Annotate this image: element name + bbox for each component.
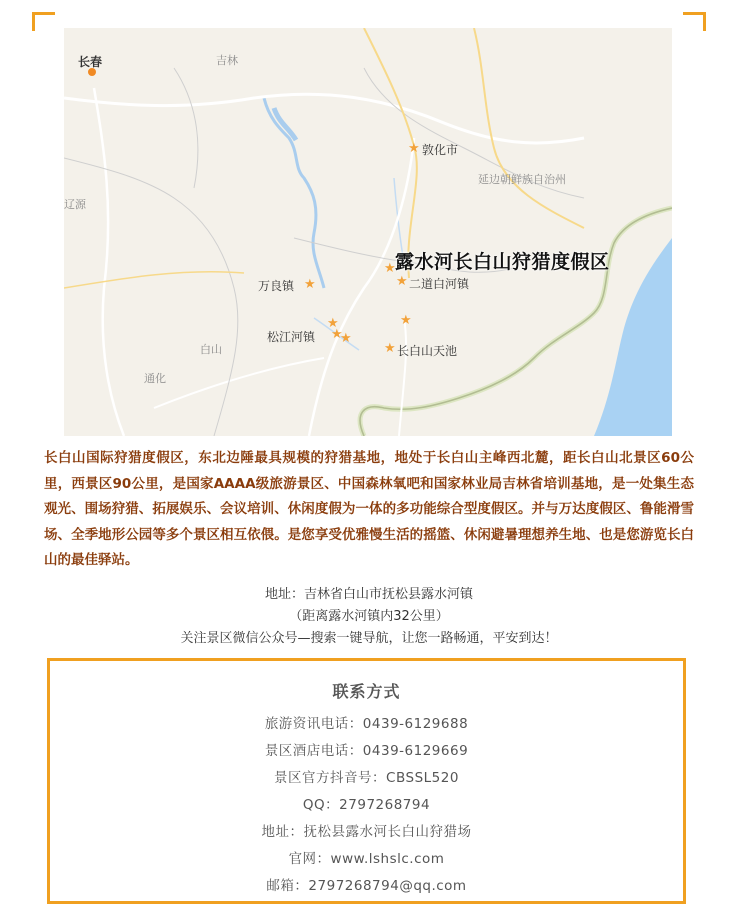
contact-address: 地址：抚松县露水河长白山狩猎场	[261, 824, 472, 840]
address-line: 地址：吉林省白山市抚松县露水河镇	[264, 587, 473, 602]
resort-intro-text: 长白山国际狩猎度假区，东北边陲最具规模的狩猎基地，地处于长白山主峰西北麓，距长白山北景区60公里，西景区90公里，是国家AAAA级旅游景区、中国森林氧吧和国家林业局吉林省培训基地，是一处集生态观光、围场狩猎、拓展娱乐、会议培训、休闲度假为一体的多功能综合型度假区。并与万达度假区、鲁能滑雪场、全季地形公园等多个景区相互依偎。是您享受优雅慢生活的摇篮、休闲避暑理想养生地、也是您游览长白山的最佳驿站。	[44, 450, 694, 568]
songjianghe-star-icon: ★	[327, 316, 339, 331]
map-label-erdaobaihe: 二道白河镇	[409, 277, 470, 291]
songjianghe-star-icon-2: ★	[331, 327, 343, 342]
tianchi-star-icon: ★	[384, 341, 396, 356]
map-label-songjianghe: 松江河镇	[267, 330, 316, 344]
map-label-jilin: 吉林	[216, 54, 238, 67]
map-label-resort: 露水河长白山狩猎度假区	[395, 251, 610, 273]
qq-number: QQ：2797268794	[302, 797, 431, 813]
map-label-baishan: 白山	[200, 343, 222, 356]
douyin-account: 景区官方抖音号：CBSSL520	[274, 770, 459, 786]
map-label-dunhua: 敦化市	[422, 143, 459, 157]
contact-panel	[47, 658, 686, 904]
map-label-yanbian: 延边朝鲜族自治州	[478, 173, 566, 186]
dunhua-star-icon: ★	[408, 141, 420, 156]
songjianghe-star-icon-3: ★	[340, 331, 352, 346]
map-label-wanliang: 万良镇	[258, 279, 295, 293]
corner-decoration-top-left	[32, 12, 55, 31]
tourism-hotline: 旅游资讯电话：0439-6129688	[264, 716, 469, 732]
map-label-tianchi: 长白山天池	[397, 344, 458, 358]
resort-star-icon-2: ★	[400, 313, 412, 328]
erdaobaihe-star-icon: ★	[396, 274, 408, 289]
map-label-tonghua: 通化	[144, 372, 166, 385]
distance-note: （距离露水河镇内32公里）	[289, 609, 449, 624]
website-link[interactable]: 官网：www.lshslc.com	[288, 851, 445, 867]
map-label-changchun: 长春	[78, 55, 103, 69]
corner-decoration-top-right	[683, 12, 706, 31]
contact-title: 联系方式	[332, 682, 401, 701]
location-map[interactable]	[64, 28, 672, 436]
email-link[interactable]: 邮箱：2797268794@qq.com	[266, 878, 467, 894]
hotel-hotline: 景区酒店电话：0439-6129669	[264, 743, 469, 759]
map-label-liaoyuan: 辽源	[64, 198, 86, 211]
wanliang-star-icon: ★	[304, 277, 316, 292]
wechat-navigation-note: 关注景区微信公众号—搜索一键导航，让您一路畅通，平安到达！	[180, 631, 558, 646]
resort-star-icon: ★	[384, 261, 396, 276]
